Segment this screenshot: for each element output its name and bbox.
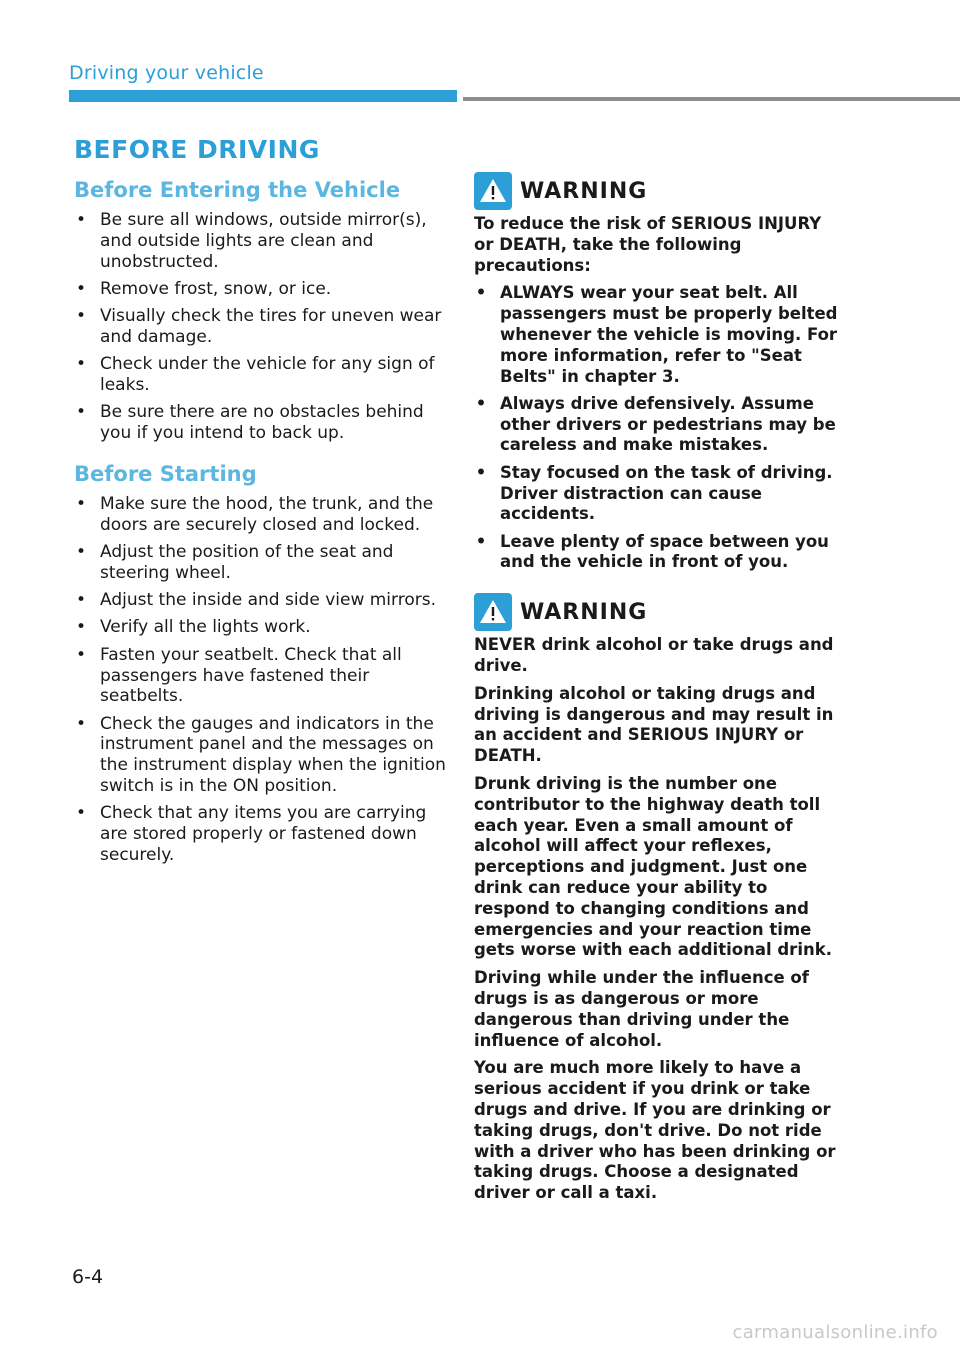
before-starting-list xyxy=(74,494,446,866)
list-item: • Remove frost, snow, or ice. xyxy=(75,278,332,299)
list-item: • Be sure there are no obstacles behind you if you intend to back up. xyxy=(75,402,424,444)
warning-triangle-icon xyxy=(474,172,512,210)
bullet-icon: • xyxy=(475,531,487,551)
warning-header xyxy=(474,172,846,210)
bullet-icon: • xyxy=(75,590,87,611)
page-number: 6-4 xyxy=(72,1266,104,1288)
left-column xyxy=(74,134,446,872)
warning-label: WARNING xyxy=(520,178,648,204)
before-entering-title: Before Entering the Vehicle xyxy=(74,178,401,202)
before-entering-list xyxy=(74,210,446,444)
bullet-icon: • xyxy=(75,644,87,665)
list-item: • Adjust the inside and side view mirrors. xyxy=(75,590,436,611)
list-item: • Be sure all windows, outside mirror(s), and outside lights are clean and unobstructed. xyxy=(75,210,427,272)
list-item: • Adjust the position of the seat and steering wheel. xyxy=(75,542,394,583)
bullet-icon: • xyxy=(475,283,487,303)
bullet-icon: • xyxy=(475,462,487,482)
list-item: • Stay focused on the task of driving. Driver distraction can cause accidents. xyxy=(475,462,833,524)
list-item: • Make sure the hood, the trunk, and the doors are securely closed and locked. xyxy=(75,493,434,535)
warning-precautions-list xyxy=(474,283,846,573)
header-rule-gray xyxy=(463,97,960,101)
list-item: • Visually check the tires for uneven wear and damage. xyxy=(75,306,442,347)
warning-paragraph: Driving while under the influence of drugs is as dangerous or more dangerous than driving under the influence of alcohol. xyxy=(474,968,809,1050)
bullet-icon: • xyxy=(75,306,87,327)
list-item: • Always drive defensively. Assume other drivers or pedestrians may be careless and make mistakes. xyxy=(475,393,836,455)
list-item: • Check under the vehicle for any sign of leaks. xyxy=(75,354,435,396)
warning-paragraph: Drinking alcohol or taking drugs and driving is dangerous and may result in an accident and SERIOUS INJURY or DEATH. xyxy=(474,683,834,766)
warning-header xyxy=(474,593,846,631)
warning-paragraph: NEVER drink alcohol or take drugs and drive. xyxy=(474,635,834,676)
bullet-icon: • xyxy=(75,713,87,734)
bullet-icon: • xyxy=(75,493,87,514)
bullet-icon: • xyxy=(475,393,487,413)
before-starting-title: Before Starting xyxy=(74,461,257,486)
chapter-title: Driving your vehicle xyxy=(69,62,264,84)
warning-label: WARNING xyxy=(520,599,648,625)
warning-box-alcohol-drugs xyxy=(474,593,846,1204)
list-item: • Leave plenty of space between you and the vehicle in front of you. xyxy=(475,531,829,572)
warning-triangle-icon xyxy=(474,593,512,631)
list-item: • ALWAYS wear your seat belt. All passengers must be properly belted whenever the vehicle is moving. For more information, refer to "Seat Belts" in chapter 3. xyxy=(475,283,838,386)
list-item: • Check the gauges and indicators in the instrument panel and the messages on the instrument display when the ignition switch is in the ON position. xyxy=(75,713,446,797)
section-title: BEFORE DRIVING xyxy=(74,135,320,164)
warning-box-precautions xyxy=(474,172,846,573)
list-item: • Check that any items you are carrying are stored properly or fastened down securely. xyxy=(75,803,427,865)
bullet-icon: • xyxy=(75,542,87,563)
bullet-icon: • xyxy=(75,354,87,375)
warning-paragraph: Drunk driving is the number one contributor to the highway death toll each year. Even a small amount of alcohol will affect your reflexes, perceptions and judgment. Just one drink can reduce your ability to respond to changing conditions and emergencies and your reaction time gets worse with each additional drink. xyxy=(474,774,832,960)
list-item: • Fasten your seatbelt. Check that all passengers have fastened their seatbelts. xyxy=(75,644,402,707)
bullet-icon: • xyxy=(75,803,87,824)
list-item: • Verify all the lights work. xyxy=(75,617,311,638)
bullet-icon: • xyxy=(75,617,87,638)
warning-intro: To reduce the risk of SERIOUS INJURY or DEATH, take the following precautions: xyxy=(474,214,822,275)
header-rule-accent xyxy=(69,90,457,102)
bullet-icon: • xyxy=(75,278,87,299)
right-column xyxy=(474,172,846,1224)
bullet-icon: • xyxy=(75,402,87,423)
warning-paragraph: You are much more likely to have a serious accident if you drink or take drugs and drive. If you are drinking or taking drugs, don't drive. Do not ride with a driver who has been drinking or taking drugs. Choose a designated driver or call a taxi. xyxy=(474,1058,836,1203)
watermark: carmanualsonline.info xyxy=(732,1322,938,1343)
bullet-icon: • xyxy=(75,210,87,230)
